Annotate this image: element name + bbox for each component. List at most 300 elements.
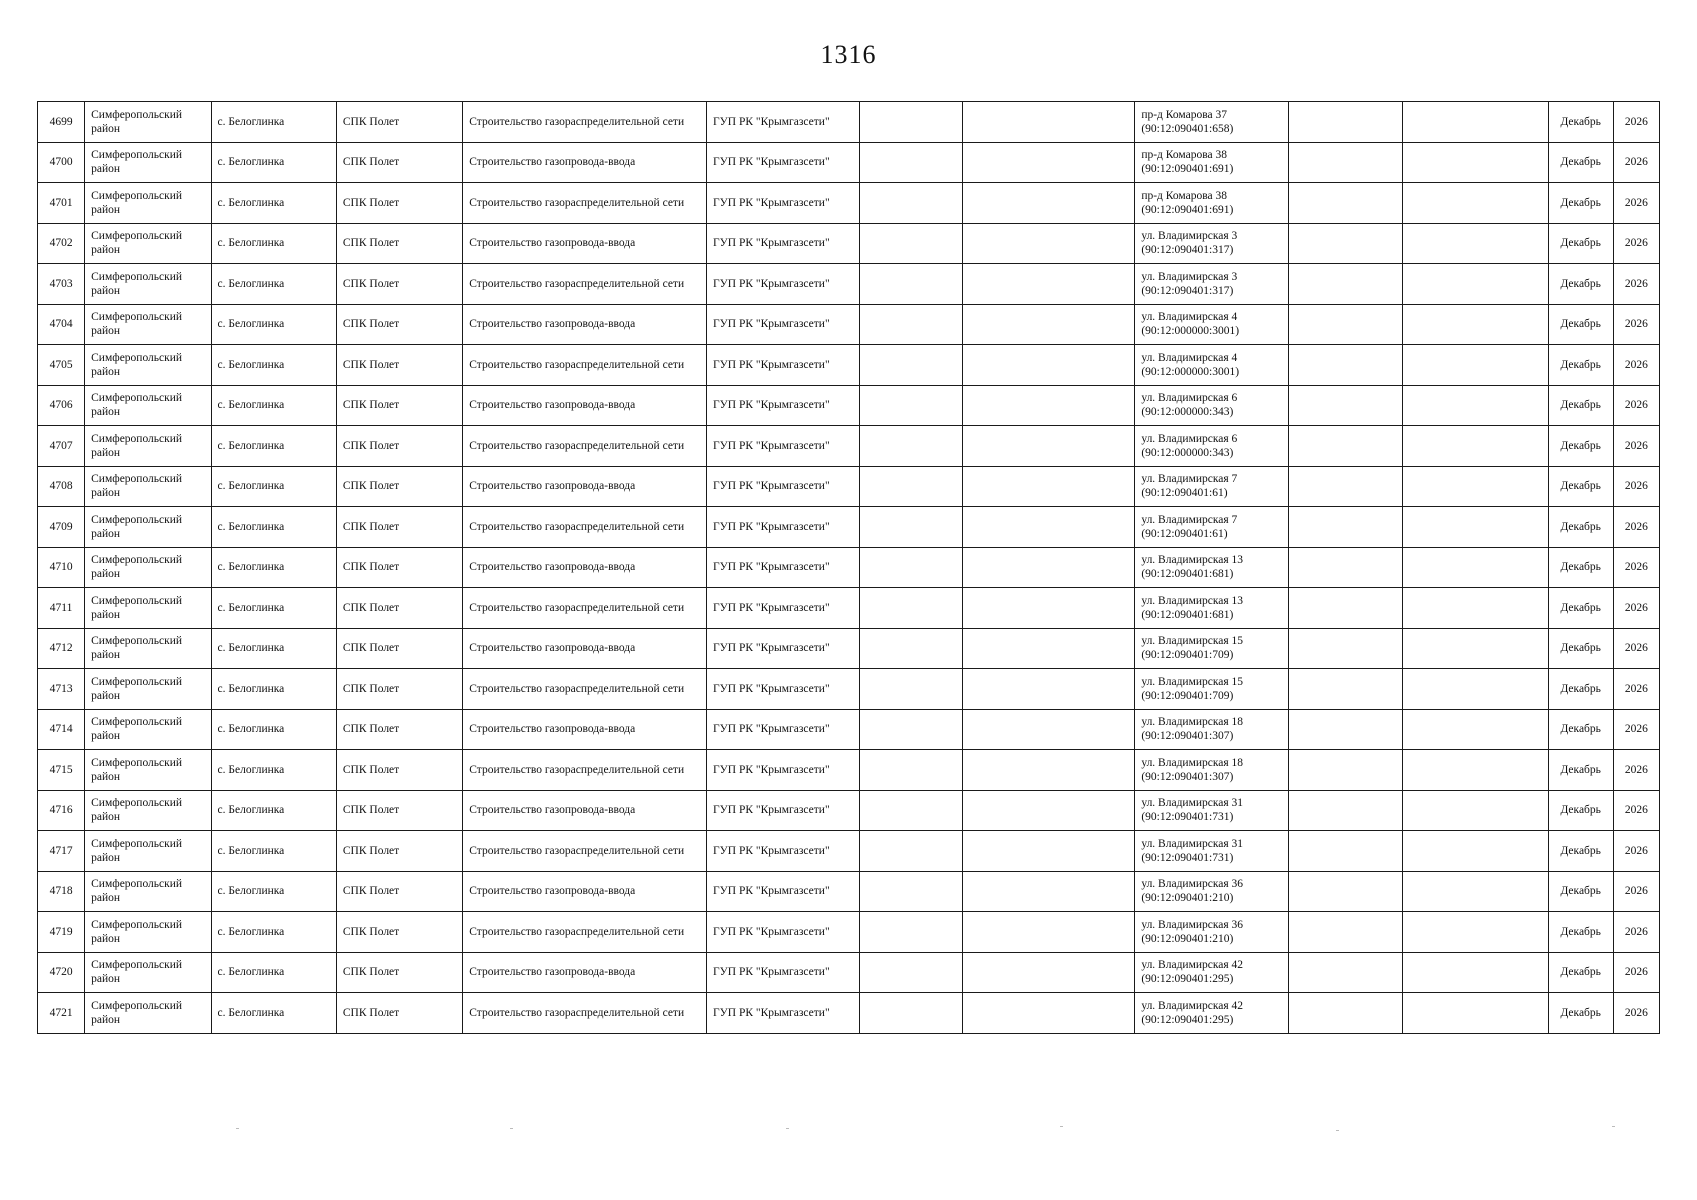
cell-empty: [962, 831, 1135, 872]
cadastral-number: (90:12:090401:709): [1141, 649, 1234, 662]
cell-empty: [962, 142, 1135, 183]
cell-address: [1135, 952, 1288, 993]
cell-work-type: Строительство газораспределительной сети: [463, 264, 707, 305]
cell-work-type: Строительство газораспределительной сети: [463, 588, 707, 629]
table-row: [38, 142, 1660, 183]
cell-empty: [860, 790, 962, 831]
cell-executor: ГУП РК "Крымгазсети": [707, 952, 860, 993]
cell-consumer: СПК Полет: [336, 385, 462, 426]
cell-district: Симферопольский район: [85, 669, 211, 710]
cell-empty: [1403, 669, 1548, 710]
address-line: ул. Владимирская 3: [1141, 230, 1238, 243]
cell-month: Декабрь: [1548, 183, 1613, 224]
table-row: [38, 871, 1660, 912]
cadastral-number: (90:12:000000:343): [1141, 446, 1234, 459]
cell-year: 2026: [1613, 547, 1659, 588]
cell-executor: ГУП РК "Крымгазсети": [707, 709, 860, 750]
cell-empty: [1403, 831, 1548, 872]
cell-empty: [962, 669, 1135, 710]
cell-address: [1135, 304, 1288, 345]
cell-consumer: СПК Полет: [336, 993, 462, 1034]
cell-row-number: 4710: [38, 547, 85, 588]
cell-year: 2026: [1613, 183, 1659, 224]
cell-settlement: с. Белоглинка: [211, 750, 336, 791]
cell-district: Симферопольский район: [85, 628, 211, 669]
table-body: [38, 102, 1660, 1034]
cell-row-number: 4701: [38, 183, 85, 224]
cell-year: 2026: [1613, 912, 1659, 953]
cell-settlement: с. Белоглинка: [211, 790, 336, 831]
cell-settlement: с. Белоглинка: [211, 709, 336, 750]
cell-empty: [860, 709, 962, 750]
table-row: [38, 547, 1660, 588]
cell-empty: [1403, 588, 1548, 629]
cell-settlement: с. Белоглинка: [211, 345, 336, 386]
cell-empty: [860, 426, 962, 467]
cell-month: Декабрь: [1548, 750, 1613, 791]
cell-address: [1135, 223, 1288, 264]
cell-empty: [860, 952, 962, 993]
cell-district: Симферопольский район: [85, 831, 211, 872]
cell-month: Декабрь: [1548, 547, 1613, 588]
cell-work-type: Строительство газораспределительной сети: [463, 345, 707, 386]
cell-work-type: Строительство газопровода-ввода: [463, 871, 707, 912]
registry-table: [37, 101, 1660, 1034]
cell-year: 2026: [1613, 102, 1659, 143]
cell-month: Декабрь: [1548, 102, 1613, 143]
cell-empty: [962, 588, 1135, 629]
cell-executor: ГУП РК "Крымгазсети": [707, 102, 860, 143]
cell-empty: [962, 304, 1135, 345]
cell-row-number: 4711: [38, 588, 85, 629]
table-row: [38, 264, 1660, 305]
address-line: ул. Владимирская 15: [1141, 635, 1244, 648]
scan-speck: [786, 1128, 789, 1129]
address-line: ул. Владимирская 6: [1141, 432, 1238, 445]
cadastral-number: (90:12:090401:731): [1141, 811, 1234, 824]
cell-empty: [1288, 426, 1402, 467]
cell-row-number: 4702: [38, 223, 85, 264]
cell-settlement: с. Белоглинка: [211, 385, 336, 426]
cell-empty: [1288, 993, 1402, 1034]
cell-year: 2026: [1613, 628, 1659, 669]
cell-year: 2026: [1613, 142, 1659, 183]
cell-district: Симферопольский район: [85, 304, 211, 345]
cadastral-number: (90:12:090401:681): [1141, 568, 1234, 581]
cell-work-type: Строительство газопровода-ввода: [463, 304, 707, 345]
table-row: [38, 669, 1660, 710]
cell-address: [1135, 547, 1288, 588]
cell-empty: [962, 385, 1135, 426]
cell-empty: [962, 102, 1135, 143]
table-row: [38, 304, 1660, 345]
cell-empty: [860, 142, 962, 183]
cell-executor: ГУП РК "Крымгазсети": [707, 993, 860, 1034]
cell-address: [1135, 507, 1288, 548]
cell-empty: [860, 264, 962, 305]
cell-district: Симферопольский район: [85, 547, 211, 588]
cell-settlement: с. Белоглинка: [211, 142, 336, 183]
cell-row-number: 4714: [38, 709, 85, 750]
cell-empty: [1403, 385, 1548, 426]
cell-address: [1135, 912, 1288, 953]
address-line: ул. Владимирская 7: [1141, 513, 1238, 526]
cell-consumer: СПК Полет: [336, 871, 462, 912]
cell-address: [1135, 790, 1288, 831]
cell-empty: [1403, 628, 1548, 669]
cell-empty: [1403, 709, 1548, 750]
cell-consumer: СПК Полет: [336, 750, 462, 791]
cell-empty: [962, 426, 1135, 467]
cell-month: Декабрь: [1548, 628, 1613, 669]
cell-empty: [1403, 871, 1548, 912]
cell-district: Симферопольский район: [85, 264, 211, 305]
cell-empty: [962, 628, 1135, 669]
cell-month: Декабрь: [1548, 466, 1613, 507]
cell-empty: [1288, 304, 1402, 345]
cell-empty: [860, 871, 962, 912]
cell-empty: [1403, 790, 1548, 831]
cell-empty: [1288, 102, 1402, 143]
cadastral-number: (90:12:090401:210): [1141, 892, 1234, 905]
cell-address: [1135, 102, 1288, 143]
address-line: ул. Владимирская 36: [1141, 918, 1244, 931]
cell-year: 2026: [1613, 385, 1659, 426]
cell-empty: [860, 304, 962, 345]
cell-settlement: с. Белоглинка: [211, 223, 336, 264]
address-line: пр-д Комарова 38: [1141, 189, 1227, 202]
cell-consumer: СПК Полет: [336, 264, 462, 305]
cell-empty: [1403, 750, 1548, 791]
cell-district: Симферопольский район: [85, 790, 211, 831]
scan-speck: [510, 1128, 513, 1129]
cell-consumer: СПК Полет: [336, 345, 462, 386]
cell-settlement: с. Белоглинка: [211, 102, 336, 143]
cell-empty: [860, 385, 962, 426]
cell-empty: [1288, 628, 1402, 669]
cell-consumer: СПК Полет: [336, 669, 462, 710]
cell-work-type: Строительство газораспределительной сети: [463, 750, 707, 791]
cell-district: Симферопольский район: [85, 385, 211, 426]
cell-address: [1135, 385, 1288, 426]
cell-executor: ГУП РК "Крымгазсети": [707, 831, 860, 872]
cell-month: Декабрь: [1548, 709, 1613, 750]
cell-year: 2026: [1613, 952, 1659, 993]
cell-executor: ГУП РК "Крымгазсети": [707, 669, 860, 710]
cell-district: Симферопольский район: [85, 709, 211, 750]
cell-work-type: Строительство газопровода-ввода: [463, 142, 707, 183]
cell-settlement: с. Белоглинка: [211, 264, 336, 305]
cadastral-number: (90:12:090401:307): [1141, 770, 1234, 783]
cell-district: Симферопольский район: [85, 466, 211, 507]
cell-address: [1135, 183, 1288, 224]
cell-work-type: Строительство газораспределительной сети: [463, 507, 707, 548]
cell-empty: [1403, 102, 1548, 143]
table-row: [38, 466, 1660, 507]
cell-empty: [1403, 264, 1548, 305]
cell-row-number: 4699: [38, 102, 85, 143]
cadastral-number: (90:12:090401:709): [1141, 689, 1234, 702]
cell-row-number: 4708: [38, 466, 85, 507]
cell-empty: [1288, 547, 1402, 588]
cell-empty: [962, 183, 1135, 224]
cell-empty: [1403, 547, 1548, 588]
cell-year: 2026: [1613, 588, 1659, 629]
cell-year: 2026: [1613, 871, 1659, 912]
cell-empty: [860, 102, 962, 143]
cell-empty: [860, 466, 962, 507]
cell-consumer: СПК Полет: [336, 142, 462, 183]
cell-work-type: Строительство газопровода-ввода: [463, 628, 707, 669]
cell-month: Декабрь: [1548, 264, 1613, 305]
cell-work-type: Строительство газопровода-ввода: [463, 466, 707, 507]
cell-month: Декабрь: [1548, 912, 1613, 953]
cell-row-number: 4703: [38, 264, 85, 305]
cell-settlement: с. Белоглинка: [211, 466, 336, 507]
cell-work-type: Строительство газопровода-ввода: [463, 952, 707, 993]
cell-empty: [1288, 183, 1402, 224]
cell-empty: [1403, 507, 1548, 548]
cell-empty: [1288, 871, 1402, 912]
cell-executor: ГУП РК "Крымгазсети": [707, 223, 860, 264]
cell-empty: [1288, 669, 1402, 710]
table-row: [38, 223, 1660, 264]
cell-district: Симферопольский район: [85, 912, 211, 953]
cadastral-number: (90:12:000000:3001): [1141, 325, 1240, 338]
cell-address: [1135, 426, 1288, 467]
cell-consumer: СПК Полет: [336, 304, 462, 345]
cell-address: [1135, 466, 1288, 507]
cell-row-number: 4706: [38, 385, 85, 426]
scan-speck: [1060, 1126, 1063, 1127]
cell-year: 2026: [1613, 669, 1659, 710]
cell-empty: [962, 952, 1135, 993]
cell-address: [1135, 750, 1288, 791]
address-line: ул. Владимирская 31: [1141, 797, 1244, 810]
cell-year: 2026: [1613, 750, 1659, 791]
cell-empty: [1403, 304, 1548, 345]
cell-consumer: СПК Полет: [336, 952, 462, 993]
cell-empty: [962, 507, 1135, 548]
cell-executor: ГУП РК "Крымгазсети": [707, 871, 860, 912]
cell-month: Декабрь: [1548, 831, 1613, 872]
cadastral-number: (90:12:090401:731): [1141, 851, 1234, 864]
cell-settlement: с. Белоглинка: [211, 507, 336, 548]
cell-row-number: 4718: [38, 871, 85, 912]
table-row: [38, 183, 1660, 224]
cell-empty: [962, 871, 1135, 912]
cell-month: Декабрь: [1548, 588, 1613, 629]
cell-row-number: 4713: [38, 669, 85, 710]
cell-empty: [962, 547, 1135, 588]
cell-settlement: с. Белоглинка: [211, 628, 336, 669]
cell-district: Симферопольский район: [85, 223, 211, 264]
cadastral-number: (90:12:090401:691): [1141, 163, 1234, 176]
cell-consumer: СПК Полет: [336, 102, 462, 143]
table-row: [38, 709, 1660, 750]
cadastral-number: (90:12:090401:658): [1141, 122, 1234, 135]
cell-row-number: 4712: [38, 628, 85, 669]
cell-settlement: с. Белоглинка: [211, 426, 336, 467]
cell-year: 2026: [1613, 264, 1659, 305]
cell-empty: [1288, 912, 1402, 953]
cell-empty: [860, 750, 962, 791]
cell-consumer: СПК Полет: [336, 466, 462, 507]
cell-executor: ГУП РК "Крымгазсети": [707, 426, 860, 467]
cell-empty: [1288, 345, 1402, 386]
cell-empty: [1288, 264, 1402, 305]
cell-address: [1135, 831, 1288, 872]
cell-district: Симферопольский район: [85, 183, 211, 224]
cell-empty: [1288, 142, 1402, 183]
cell-consumer: СПК Полет: [336, 831, 462, 872]
cell-executor: ГУП РК "Крымгазсети": [707, 385, 860, 426]
cell-settlement: с. Белоглинка: [211, 304, 336, 345]
cell-empty: [1403, 426, 1548, 467]
cadastral-number: (90:12:090401:307): [1141, 730, 1234, 743]
cell-month: Декабрь: [1548, 993, 1613, 1034]
cell-executor: ГУП РК "Крымгазсети": [707, 588, 860, 629]
cell-district: Симферопольский район: [85, 750, 211, 791]
cell-empty: [1403, 912, 1548, 953]
cell-empty: [1288, 223, 1402, 264]
address-line: ул. Владимирская 4: [1141, 311, 1238, 324]
cell-year: 2026: [1613, 345, 1659, 386]
cell-work-type: Строительство газопровода-ввода: [463, 223, 707, 264]
cell-empty: [1288, 385, 1402, 426]
table-row: [38, 102, 1660, 143]
cell-consumer: СПК Полет: [336, 709, 462, 750]
cell-empty: [962, 709, 1135, 750]
cell-district: Симферопольский район: [85, 142, 211, 183]
cell-empty: [860, 669, 962, 710]
cell-district: Симферопольский район: [85, 345, 211, 386]
cell-work-type: Строительство газораспределительной сети: [463, 183, 707, 224]
cell-year: 2026: [1613, 466, 1659, 507]
cell-executor: ГУП РК "Крымгазсети": [707, 790, 860, 831]
address-line: пр-д Комарова 38: [1141, 149, 1227, 162]
cell-executor: ГУП РК "Крымгазсети": [707, 304, 860, 345]
cell-work-type: Строительство газораспределительной сети: [463, 831, 707, 872]
cell-month: Декабрь: [1548, 304, 1613, 345]
scan-speck: [1612, 1126, 1615, 1127]
cell-consumer: СПК Полет: [336, 547, 462, 588]
address-line: ул. Владимирская 18: [1141, 756, 1244, 769]
cell-year: 2026: [1613, 831, 1659, 872]
cell-executor: ГУП РК "Крымгазсети": [707, 912, 860, 953]
cell-empty: [1403, 952, 1548, 993]
address-line: ул. Владимирская 13: [1141, 594, 1244, 607]
cell-row-number: 4716: [38, 790, 85, 831]
cell-address: [1135, 588, 1288, 629]
cell-executor: ГУП РК "Крымгазсети": [707, 507, 860, 548]
cell-empty: [860, 507, 962, 548]
cell-executor: ГУП РК "Крымгазсети": [707, 466, 860, 507]
cell-settlement: с. Белоглинка: [211, 871, 336, 912]
cell-district: Симферопольский район: [85, 426, 211, 467]
cell-executor: ГУП РК "Крымгазсети": [707, 264, 860, 305]
cell-empty: [1288, 709, 1402, 750]
cadastral-number: (90:12:090401:317): [1141, 244, 1234, 257]
cell-month: Декабрь: [1548, 790, 1613, 831]
cell-executor: ГУП РК "Крымгазсети": [707, 345, 860, 386]
address-line: ул. Владимирская 18: [1141, 716, 1244, 729]
cell-empty: [962, 345, 1135, 386]
cell-address: [1135, 669, 1288, 710]
cell-work-type: Строительство газораспределительной сети: [463, 993, 707, 1034]
cell-district: Симферопольский район: [85, 871, 211, 912]
cell-work-type: Строительство газораспределительной сети: [463, 102, 707, 143]
cell-consumer: СПК Полет: [336, 628, 462, 669]
cell-month: Декабрь: [1548, 345, 1613, 386]
cell-consumer: СПК Полет: [336, 912, 462, 953]
cell-empty: [1288, 588, 1402, 629]
cell-consumer: СПК Полет: [336, 426, 462, 467]
cell-address: [1135, 709, 1288, 750]
cell-empty: [860, 588, 962, 629]
page-number: 1316: [820, 40, 877, 69]
cell-row-number: 4721: [38, 993, 85, 1034]
cell-settlement: с. Белоглинка: [211, 183, 336, 224]
cell-executor: ГУП РК "Крымгазсети": [707, 547, 860, 588]
cell-empty: [860, 183, 962, 224]
cell-settlement: с. Белоглинка: [211, 993, 336, 1034]
cell-empty: [860, 831, 962, 872]
cell-work-type: Строительство газопровода-ввода: [463, 709, 707, 750]
cell-year: 2026: [1613, 304, 1659, 345]
cell-row-number: 4719: [38, 912, 85, 953]
cell-year: 2026: [1613, 507, 1659, 548]
cadastral-number: (90:12:090401:61): [1141, 487, 1228, 500]
cell-settlement: с. Белоглинка: [211, 547, 336, 588]
address-line: ул. Владимирская 31: [1141, 837, 1244, 850]
cell-address: [1135, 142, 1288, 183]
address-line: ул. Владимирская 42: [1141, 959, 1244, 972]
table-row: [38, 426, 1660, 467]
cell-work-type: Строительство газопровода-ввода: [463, 385, 707, 426]
cell-empty: [1288, 790, 1402, 831]
cell-month: Декабрь: [1548, 426, 1613, 467]
cell-settlement: с. Белоглинка: [211, 912, 336, 953]
address-line: ул. Владимирская 6: [1141, 392, 1238, 405]
cell-executor: ГУП РК "Крымгазсети": [707, 628, 860, 669]
cell-settlement: с. Белоглинка: [211, 588, 336, 629]
cell-month: Декабрь: [1548, 223, 1613, 264]
cell-empty: [1288, 831, 1402, 872]
cell-consumer: СПК Полет: [336, 223, 462, 264]
cell-address: [1135, 871, 1288, 912]
table-row: [38, 952, 1660, 993]
cell-address: [1135, 345, 1288, 386]
cell-empty: [1288, 952, 1402, 993]
cell-empty: [962, 993, 1135, 1034]
address-line: ул. Владимирская 13: [1141, 554, 1244, 567]
table-row: [38, 790, 1660, 831]
address-line: ул. Владимирская 7: [1141, 473, 1238, 486]
cell-empty: [1288, 507, 1402, 548]
scan-speck: [236, 1128, 239, 1129]
cell-empty: [1403, 345, 1548, 386]
table-row: [38, 993, 1660, 1034]
cell-row-number: 4700: [38, 142, 85, 183]
cell-empty: [962, 750, 1135, 791]
cell-district: Симферопольский район: [85, 952, 211, 993]
cell-empty: [1403, 223, 1548, 264]
cell-month: Декабрь: [1548, 871, 1613, 912]
address-line: ул. Владимирская 36: [1141, 878, 1244, 891]
address-line: ул. Владимирская 4: [1141, 351, 1238, 364]
cell-empty: [1403, 183, 1548, 224]
